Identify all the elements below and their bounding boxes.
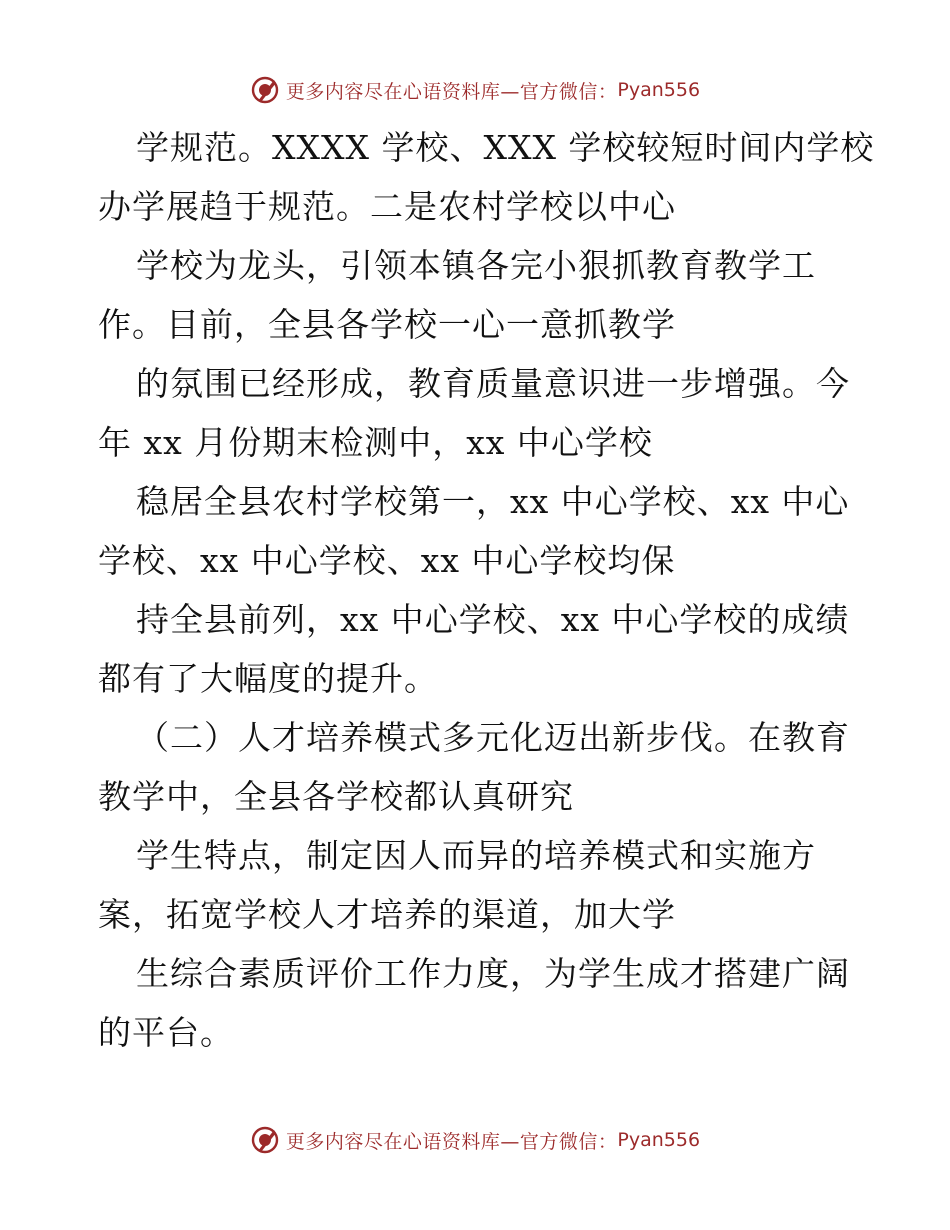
body-text-line: 持全县前列，xx 中心学校、xx 中心学校的成绩	[136, 600, 850, 639]
body-text-line: （二）人才培养模式多元化迈出新步伐。在教育	[136, 718, 850, 757]
body-text-line: 年 xx 月份期末检测中，xx 中心学校	[98, 423, 653, 462]
body-text-line: 学规范。XXXX 学校、XXX 学校较短时间内学校	[136, 128, 875, 167]
footer-watermark	[0, 1120, 950, 1160]
body-text-line: 的氛围已经形成，教育质量意识进一步增强。今	[136, 364, 850, 403]
watermark-text: 更多内容尽在心语资料库—官方微信：	[285, 1130, 618, 1153]
body-text-line: 都有了大幅度的提升。	[98, 659, 438, 698]
watermark-wechat-id: Pyan556	[617, 1129, 701, 1151]
body-text-line: 作。目前，全县各学校一心一意抓教学	[98, 305, 676, 344]
body-text-line: 学生特点，制定因人而异的培养模式和实施方	[136, 836, 816, 875]
quill-logo-icon	[250, 75, 280, 105]
body-text-line: 生综合素质评价工作力度，为学生成才搭建广阔	[136, 954, 850, 993]
body-text-line: 教学中，全县各学校都认真研究	[98, 777, 574, 816]
watermark-wechat-id: Pyan556	[617, 79, 701, 101]
body-text-line: 稳居全县农村学校第一，xx 中心学校、xx 中心	[136, 482, 850, 521]
body-text-line: 学校、xx 中心学校、xx 中心学校均保	[98, 541, 676, 580]
document-body	[98, 118, 875, 1062]
header-watermark	[0, 70, 950, 110]
body-text-line: 的平台。	[98, 1013, 234, 1052]
body-text-line: 案，拓宽学校人才培养的渠道，加大学	[98, 895, 676, 934]
quill-logo-icon	[250, 1125, 280, 1155]
body-text-line: 办学展趋于规范。二是农村学校以中心	[98, 187, 676, 226]
body-text-line: 学校为龙头，引领本镇各完小狠抓教育教学工	[136, 246, 816, 285]
watermark-text: 更多内容尽在心语资料库—官方微信：	[285, 80, 618, 103]
